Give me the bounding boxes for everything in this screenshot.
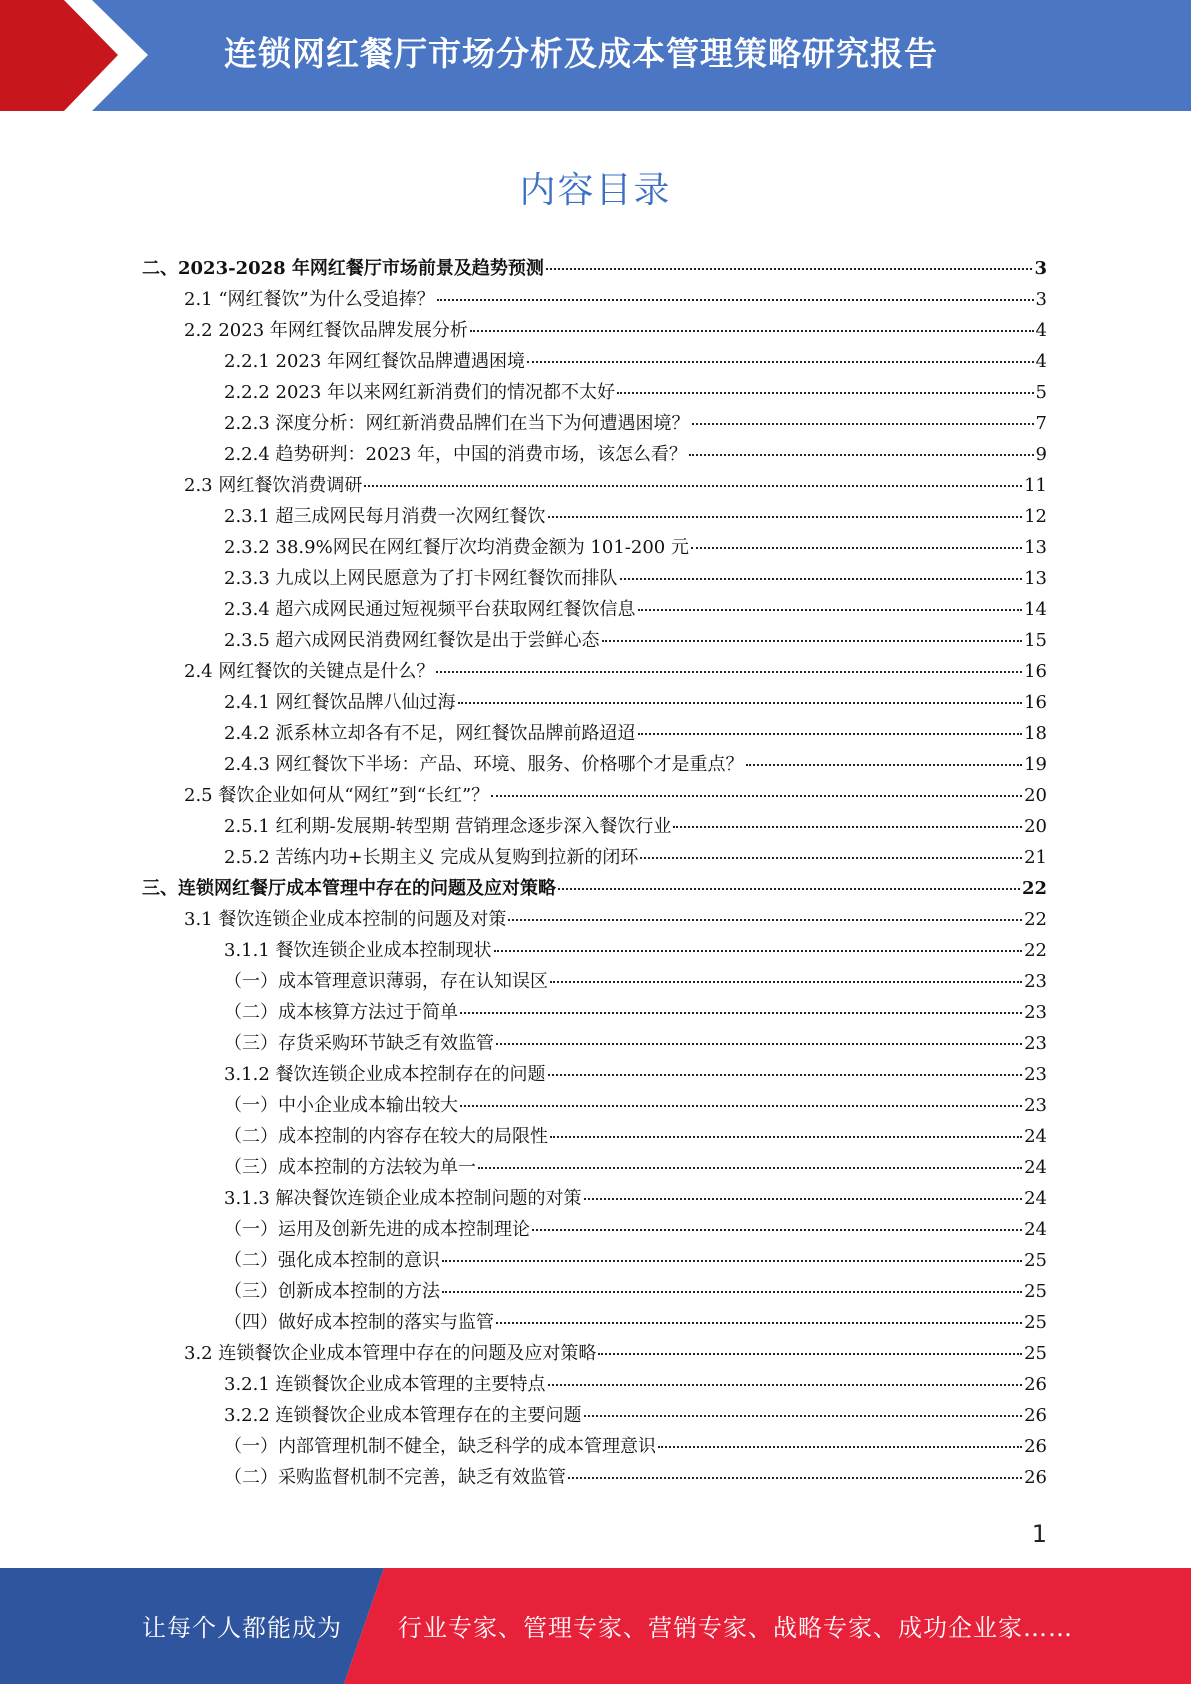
toc-entry[interactable]	[184, 1339, 1047, 1370]
toc-leader-dots	[548, 1058, 1023, 1076]
toc-entry-label: 2.4.1 网红餐饮品牌八仙过海	[224, 692, 456, 713]
toc-entry-label: 2.5 餐饮企业如何从“网红”到“长红”？	[184, 785, 490, 806]
toc-entry-page: 24	[1024, 1219, 1047, 1240]
toc-leader-dots	[617, 376, 1033, 394]
toc-entry[interactable]	[184, 905, 1047, 936]
toc-entry-label: （二）强化成本控制的意识	[224, 1250, 440, 1271]
toc-leader-dots	[458, 686, 1023, 704]
toc-entry[interactable]	[184, 781, 1047, 812]
toc-entry[interactable]	[224, 1308, 1047, 1339]
toc-entry-page: 23	[1024, 1033, 1047, 1054]
toc-entry-label: 2.4.3 网红餐饮下半场：产品、环境、服务、价格哪个才是重点？	[224, 754, 744, 775]
toc-leader-dots	[584, 1182, 1023, 1200]
toc-leader-dots	[437, 283, 1034, 301]
toc-entry[interactable]	[142, 874, 1047, 905]
toc-entry-label: 2.2.4 趋势研判：2023 年，中国的消费市场，该怎么看？	[224, 444, 688, 465]
toc-leader-dots	[558, 872, 1020, 890]
toc-entry-label: 3.1.3 解决餐饮连锁企业成本控制问题的对策	[224, 1188, 582, 1209]
footer-slogan-left: 让每个人都能成为	[142, 1614, 342, 1642]
toc-leader-dots	[527, 345, 1033, 363]
toc-entry[interactable]	[224, 595, 1047, 626]
toc-entry[interactable]	[224, 347, 1047, 378]
toc-entry[interactable]	[184, 316, 1047, 347]
toc-entry-page: 9	[1035, 444, 1047, 465]
toc-leader-dots	[491, 779, 1022, 797]
toc-entry[interactable]	[224, 1401, 1047, 1432]
toc-entry-label: 3.2.1 连锁餐饮企业成本管理的主要特点	[224, 1374, 546, 1395]
toc-leader-dots	[746, 748, 1023, 766]
toc-leader-dots	[496, 1306, 1022, 1324]
toc-entry-page: 22	[1024, 940, 1047, 961]
toc-title: 内容目录	[519, 170, 672, 211]
toc-entry[interactable]	[224, 750, 1047, 781]
toc-entry-page: 16	[1024, 692, 1047, 713]
toc-entry[interactable]	[224, 1029, 1047, 1060]
toc-entry-page: 3	[1034, 258, 1047, 279]
toc-entry-page: 20	[1024, 816, 1047, 837]
toc-entry-label: 2.4 网红餐饮的关键点是什么？	[184, 661, 435, 682]
toc-entry-label: 2.4.2 派系林立却各有不足，网红餐饮品牌前路迢迢	[224, 723, 636, 744]
toc-leader-dots	[442, 1275, 1022, 1293]
toc-entry-page: 18	[1024, 723, 1047, 744]
toc-entry-page: 23	[1024, 1095, 1047, 1116]
toc-leader-dots	[638, 593, 1023, 611]
toc-leader-dots	[470, 314, 1034, 332]
toc-entry-label: 2.2.1 2023 年网红餐饮品牌遭遇困境	[224, 351, 526, 372]
toc-entry[interactable]	[224, 1277, 1047, 1308]
header-arrow-icon	[0, 0, 160, 111]
toc-entry-label: 2.3.2 38.9%网民在网红餐厅次均消费金额为 101-200 元	[224, 537, 689, 558]
toc-leader-dots	[550, 1120, 1022, 1138]
toc-entry[interactable]	[184, 657, 1047, 688]
toc-entry[interactable]	[224, 998, 1047, 1029]
toc-leader-dots	[508, 903, 1022, 921]
toc-entry[interactable]	[184, 285, 1047, 316]
toc-leader-dots	[658, 1430, 1022, 1448]
toc-entry-label: 2.1 “网红餐饮”为什么受追捧？	[184, 289, 435, 310]
toc-entry-page: 12	[1024, 506, 1047, 527]
toc-entry-label: 3.2 连锁餐饮企业成本管理中存在的问题及应对策略	[184, 1343, 597, 1364]
toc-entry-label: 3.1 餐饮连锁企业成本控制的问题及对策	[184, 909, 507, 930]
toc-entry[interactable]	[224, 502, 1047, 533]
toc-entry-page: 3	[1035, 289, 1047, 310]
toc-entry[interactable]	[224, 688, 1047, 719]
toc-entry[interactable]	[224, 1060, 1047, 1091]
toc-entry-page: 25	[1024, 1312, 1047, 1333]
toc-entry[interactable]	[142, 254, 1047, 285]
toc-entry-label: （二）成本核算方法过于简单	[224, 1002, 458, 1023]
toc-entry[interactable]	[224, 1246, 1047, 1277]
toc-entry[interactable]	[224, 409, 1047, 440]
header-banner	[0, 0, 1191, 111]
toc-entry-label: 2.3 网红餐饮消费调研	[184, 475, 363, 496]
toc-entry[interactable]	[224, 967, 1047, 998]
toc-entry-label: （一）内部管理机制不健全，缺乏科学的成本管理意识	[224, 1436, 656, 1457]
toc-entry-label: 2.3.1 超三成网民每月消费一次网红餐饮	[224, 506, 546, 527]
toc-entry-label: 2.3.3 九成以上网民愿意为了打卡网红餐饮而排队	[224, 568, 618, 589]
toc-entry-label: （二）采购监督机制不完善，缺乏有效监管	[224, 1467, 566, 1488]
toc-leader-dots	[460, 996, 1022, 1014]
toc-entry[interactable]	[224, 440, 1047, 471]
toc-entry[interactable]	[224, 564, 1047, 595]
footer-slogan-right: 行业专家、管理专家、营销专家、战略专家、成功企业家……	[398, 1614, 1073, 1642]
toc-entry[interactable]	[224, 533, 1047, 564]
toc-entry-page: 19	[1024, 754, 1047, 775]
toc-entry-page: 14	[1024, 599, 1047, 620]
toc-entry[interactable]	[224, 812, 1047, 843]
toc-entry-label: 2.2.3 深度分析：网红新消费品牌们在当下为何遭遇困境？	[224, 413, 690, 434]
toc-entry[interactable]	[224, 936, 1047, 967]
toc-leader-dots	[689, 438, 1033, 456]
toc-entry[interactable]	[224, 1432, 1047, 1463]
toc-leader-dots	[673, 810, 1022, 828]
toc-entry-page: 22	[1024, 909, 1047, 930]
toc-entry-label: 2.3.4 超六成网民通过短视频平台获取网红餐饮信息	[224, 599, 636, 620]
toc-entry-page: 13	[1024, 537, 1047, 558]
toc-leader-dots	[548, 1368, 1023, 1386]
page-number: 1	[1031, 1520, 1047, 1548]
toc-entry[interactable]	[224, 1122, 1047, 1153]
toc-entry-page: 16	[1024, 661, 1047, 682]
toc-entry-label: 2.3.5 超六成网民消费网红餐饮是出于尝鲜心态	[224, 630, 600, 651]
toc-entry-label: 2.5.2 苦练内功+长期主义 完成从复购到拉新的闭环	[224, 847, 639, 868]
toc-entry[interactable]	[224, 843, 1047, 874]
toc-entry-label: （四）做好成本控制的落实与监管	[224, 1312, 494, 1333]
toc-entry-page: 23	[1024, 1002, 1047, 1023]
toc-entry[interactable]	[224, 378, 1047, 409]
toc-entry[interactable]	[224, 1463, 1047, 1494]
footer-banner	[0, 1568, 1191, 1684]
toc-leader-dots	[692, 407, 1034, 425]
toc-entry-page: 24	[1024, 1188, 1047, 1209]
toc-entry-page: 24	[1024, 1126, 1047, 1147]
toc-entry-label: （三）存货采购环节缺乏有效监管	[224, 1033, 494, 1054]
toc-entry-label: 2.2.2 2023 年以来网红新消费们的情况都不太好	[224, 382, 616, 403]
toc-entry-page: 25	[1024, 1281, 1047, 1302]
toc-entry-page: 26	[1024, 1374, 1047, 1395]
toc-leader-dots	[602, 624, 1023, 642]
toc-entry[interactable]	[184, 471, 1047, 502]
toc-entry-page: 20	[1024, 785, 1047, 806]
toc-entry-page: 15	[1024, 630, 1047, 651]
toc-leader-dots	[550, 965, 1022, 983]
toc-entry-page: 22	[1021, 878, 1047, 899]
toc-leader-dots	[548, 500, 1023, 518]
toc-leader-dots	[598, 1337, 1022, 1355]
toc-entry-page: 21	[1024, 847, 1047, 868]
toc-entry-page: 23	[1024, 1064, 1047, 1085]
toc-entry-page: 4	[1035, 320, 1047, 341]
toc-entry-label: （一）运用及创新先进的成本控制理论	[224, 1219, 530, 1240]
toc-leader-dots	[638, 717, 1023, 735]
toc-entry-page: 11	[1024, 475, 1047, 496]
toc-entry[interactable]	[224, 626, 1047, 657]
toc-leader-dots	[442, 1244, 1022, 1262]
toc-entry-page: 23	[1024, 971, 1047, 992]
toc-entry-label: （三）成本控制的方法较为单一	[224, 1157, 476, 1178]
toc-entry-page: 7	[1035, 413, 1047, 434]
toc-entry-label: 三、连锁网红餐厅成本管理中存在的问题及应对策略	[142, 878, 556, 899]
toc-entry-label: 二、2023-2028 年网红餐厅市场前景及趋势预测	[142, 258, 544, 279]
toc-entry-label: 3.1.2 餐饮连锁企业成本控制存在的问题	[224, 1064, 546, 1085]
toc-entry-page: 26	[1024, 1467, 1047, 1488]
toc-entry-page: 4	[1035, 351, 1047, 372]
toc-entry-page: 26	[1024, 1405, 1047, 1426]
toc-leader-dots	[584, 1399, 1023, 1417]
toc-leader-dots	[478, 1151, 1022, 1169]
toc-entry-page: 26	[1024, 1436, 1047, 1457]
toc-leader-dots	[568, 1461, 1022, 1479]
toc-entry-label: （一）中小企业成本输出较大	[224, 1095, 458, 1116]
toc-entry-page: 25	[1024, 1250, 1047, 1271]
toc-entry[interactable]	[224, 1215, 1047, 1246]
toc-entry-label: （二）成本控制的内容存在较大的局限性	[224, 1126, 548, 1147]
toc-entry-label: （一）成本管理意识薄弱，存在认知误区	[224, 971, 548, 992]
toc-entry-label: 3.1.1 餐饮连锁企业成本控制现状	[224, 940, 492, 961]
toc-entry-page: 25	[1024, 1343, 1047, 1364]
toc-entry-label: 2.2 2023 年网红餐饮品牌发展分析	[184, 320, 468, 341]
toc-entry[interactable]	[224, 1153, 1047, 1184]
toc-entry[interactable]	[224, 1184, 1047, 1215]
toc-leader-dots	[364, 469, 1022, 487]
toc-entry-label: （三）创新成本控制的方法	[224, 1281, 440, 1302]
report-title: 连锁网红餐厅市场分析及成本管理策略研究报告	[224, 34, 938, 73]
toc-entry-page: 24	[1024, 1157, 1047, 1178]
toc-entry[interactable]	[224, 1370, 1047, 1401]
toc-entry-label: 2.5.1 红利期-发展期-转型期 营销理念逐步深入餐饮行业	[224, 816, 672, 837]
toc-leader-dots	[460, 1089, 1022, 1107]
toc-entry[interactable]	[224, 719, 1047, 750]
toc-entry-label: 3.2.2 连锁餐饮企业成本管理存在的主要问题	[224, 1405, 582, 1426]
toc-leader-dots	[640, 841, 1022, 859]
toc-leader-dots	[691, 531, 1022, 549]
toc-entry-page: 5	[1035, 382, 1047, 403]
toc-leader-dots	[496, 1027, 1022, 1045]
toc-leader-dots	[436, 655, 1022, 673]
toc-leader-dots	[620, 562, 1023, 580]
toc-entry[interactable]	[224, 1091, 1047, 1122]
toc-leader-dots	[546, 252, 1033, 270]
toc-entry-page: 13	[1024, 568, 1047, 589]
toc-leader-dots	[532, 1213, 1022, 1231]
toc-leader-dots	[494, 934, 1023, 952]
